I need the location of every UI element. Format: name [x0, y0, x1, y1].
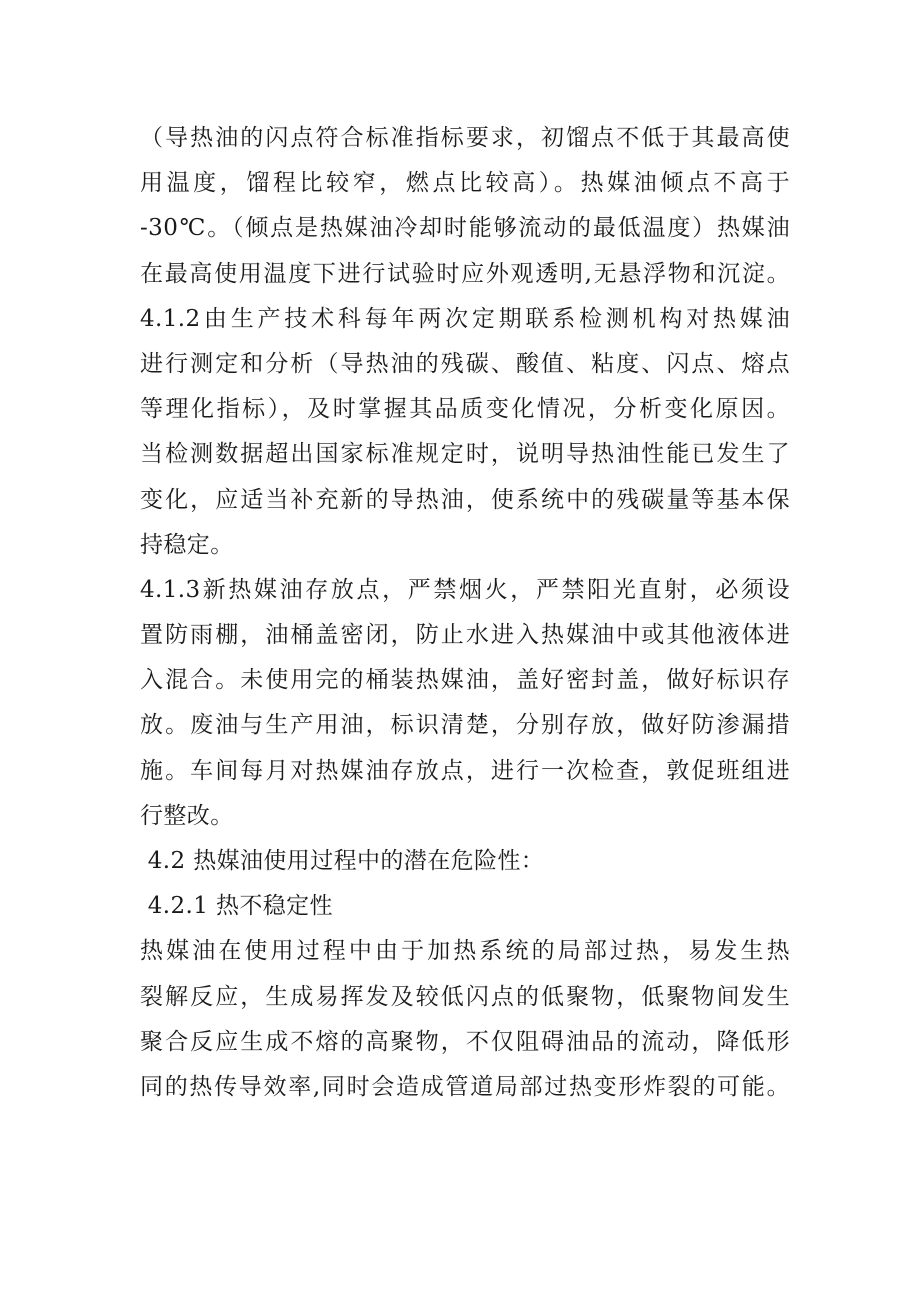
text-line: 同的热传导效率,同时会造成管道局部过热变形炸裂的可能。	[140, 1073, 790, 1100]
text-line: 4.1.2由生产技术科每年两次定期联系检测机构对热媒油	[140, 305, 790, 332]
text-line: 当检测数据超出国家标准规定时，说明导热油性能已发生了	[140, 441, 790, 468]
text-line: （导热油的闪点符合标准指标要求，初馏点不低于其最高使	[140, 125, 790, 151]
text-line: 4.2.1 热不稳定性	[140, 893, 333, 920]
text-line: 4.2 热媒油使用过程中的潜在危险性：	[140, 848, 545, 874]
text-line: 在最高使用温度下进行试验时应外观透明,无悬浮物和沉淀。	[140, 260, 790, 287]
text-line: 变化，应适当补充新的导热油，使系统中的残碳量等基本保	[140, 486, 790, 513]
text-line: 裂解反应，生成易挥发及较低闪点的低聚物，低聚物间发生	[140, 983, 790, 1010]
text-line: 置防雨棚，油桶盖密闭，防止水进入热媒油中或其他液体进	[140, 622, 790, 649]
text-line: 放。废油与生产用油，标识清楚，分别存放，做好防渗漏措	[140, 712, 790, 739]
text-line: 施。车间每月对热媒油存放点，进行一次检查，敦促班组进	[140, 757, 790, 784]
text-line: 持稳定。	[140, 531, 234, 558]
text-line: 行整改。	[140, 802, 234, 829]
text-line: 等理化指标），及时掌握其品质变化情况，分析变化原因。	[140, 396, 790, 423]
text-line: -30℃。（倾点是热媒油冷却时能够流动的最低温度）热媒油	[140, 215, 790, 242]
text-line: 聚合反应生成不熔的高聚物，不仅阻碍油品的流动，降低形	[140, 1028, 790, 1055]
text-line: 热媒油在使用过程中由于加热系统的局部过热，易发生热	[140, 938, 790, 965]
text-line: 用温度，馏程比较窄，燃点比较高）。热媒油倾点不高于	[140, 170, 790, 197]
text-line: 进行测定和分析（导热油的残碳、酸值、粘度、闪点、熔点	[140, 350, 790, 377]
text-line: 入混合。未使用完的桶装热媒油，盖好密封盖，做好标识存	[140, 667, 790, 694]
document-body-text	[140, 116, 790, 1110]
text-line: 4.1.3新热媒油存放点，严禁烟火，严禁阳光直射，必须设	[140, 576, 790, 603]
